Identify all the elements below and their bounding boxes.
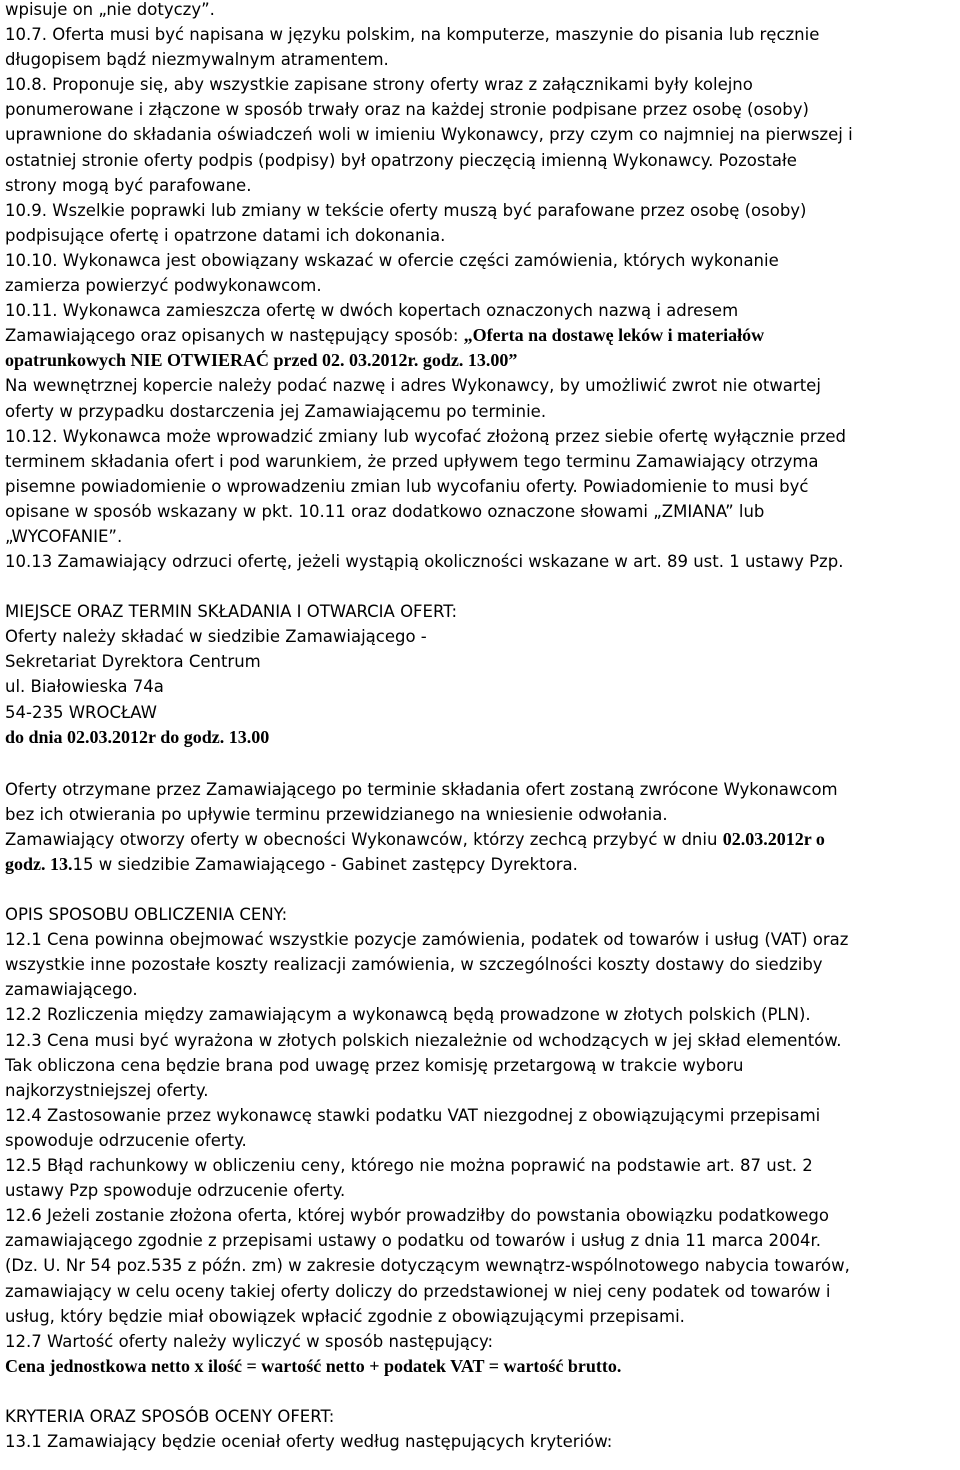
text-line: (Dz. U. Nr 54 poz.535 z późn. zm) w zakresie dotyczącym wewnątrz-wspólnotowego nabycia towarów, xyxy=(5,1256,850,1276)
text-line: uprawnione do składania oświadczeń woli w imieniu Wykonawcy, przy czym co najmniej na pierwszej i xyxy=(5,125,853,145)
text-line: Oferty należy składać w siedzibie Zamawiającego - xyxy=(5,627,427,647)
text-line: zamawiający w celu oceny takiej oferty doliczy do przedstawionej w niej ceny podatek od towarów i xyxy=(5,1281,831,1301)
text-line xyxy=(5,827,957,852)
text-line: strony mogą być parafowane. xyxy=(5,175,252,195)
spacer xyxy=(5,574,957,599)
text-line: spowoduje odrzucenie oferty. xyxy=(5,1130,247,1150)
text-line: podpisujące ofertę i opatrzone datami ich dokonania. xyxy=(5,225,446,245)
text-line: 10.13 Zamawiający odrzuci ofertę, jeżeli wystąpią okoliczności wskazane w art. 89 ust. 1 ustawy Pzp. xyxy=(5,552,844,572)
text-line: zamawiającego zgodnie z przepisami ustawy o podatku od towarów i usług z dnia 11 marca 2004r. xyxy=(5,1231,822,1251)
text-line: Oferty otrzymane przez Zamawiającego po terminie składania ofert zostaną zwrócone Wykonawcom xyxy=(5,779,838,799)
section-heading-price: OPIS SPOSOBU OBLICZENIA CENY: xyxy=(5,905,288,925)
text-line: 10.11. Wykonawca zamieszcza ofertę w dwóch kopertach oznaczonych nazwą i adresem xyxy=(5,301,739,321)
text-line: usług, który będzie miał obowiązek wpłacić zgodnie z obowiązującymi przepisami. xyxy=(5,1306,685,1326)
deadline: do dnia 02.03.2012r do godz. 13.00 xyxy=(5,726,270,747)
text-line: ostatniej stronie oferty podpis (podpisy) był opatrzony pieczęcią imienną Wykonawcy. Pozostałe xyxy=(5,150,797,170)
section-heading-place: MIEJSCE ORAZ TERMIN SKŁADANIA I OTWARCIA OFERT: xyxy=(5,602,458,622)
text-segment: 15 w siedzibie Zamawiającego - Gabinet zastępcy Dyrektora. xyxy=(72,855,578,874)
spacer xyxy=(5,1379,957,1404)
text-segment: Zamawiającego oraz opisanych w następujący sposób: xyxy=(5,326,464,346)
text-line: oferty w przypadku dostarczenia jej Zamawiającemu po terminie. xyxy=(5,401,547,421)
text-line: 12.5 Błąd rachunkowy w obliczeniu ceny, którego nie można poprawić na podstawie art. 87 ust. 2 xyxy=(5,1156,813,1176)
text-line: 12.4 Zastosowanie przez wykonawcę stawki podatku VAT niezgodnej z obowiązującymi przepisami xyxy=(5,1105,821,1125)
text-line: 12.1 Cena powinna obejmować wszystkie pozycje zamówienia, podatek od towarów i usług (VAT) oraz xyxy=(5,930,849,950)
price-formula: Cena jednostkowa netto x ilość = wartość netto + podatek VAT = wartość brutto. xyxy=(5,1355,622,1376)
document-page xyxy=(5,0,957,1454)
text-line: zamawiającego. xyxy=(5,980,138,1000)
text-line: wpisuje on „nie dotyczy”. xyxy=(5,0,215,19)
text-line: terminem składania ofert i pod warunkiem, że przed upływem tego terminu Zamawiający otrzyma xyxy=(5,451,819,471)
text-line: 10.7. Oferta musi być napisana w języku polskim, na komputerze, maszynie do pisania lub ręcznie xyxy=(5,25,820,45)
section-heading-criteria: KRYTERIA ORAZ SPOSÓB OCENY OFERT: xyxy=(5,1406,335,1426)
text-line: 10.9. Wszelkie poprawki lub zmiany w tekście oferty muszą być parafowane przez osobę (osoby) xyxy=(5,200,807,220)
text-line: 12.7 Wartość oferty należy wyliczyć w sposób następujący: xyxy=(5,1331,494,1351)
spacer xyxy=(5,877,957,902)
text-line: długopisem bądź niezmywalnym atramentem. xyxy=(5,50,389,70)
text-line: Sekretariat Dyrektora Centrum xyxy=(5,652,261,672)
text-line: pisemne powiadomienie o wprowadzeniu zmian lub wycofaniu oferty. Powiadomienie to musi być xyxy=(5,476,809,496)
text-line: 10.8. Proponuje się, aby wszystkie zapisane strony oferty wraz z załącznikami były kolejno xyxy=(5,75,753,95)
text-line: zamierza powierzyć podwykonawcom. xyxy=(5,276,322,296)
spacer xyxy=(5,750,957,777)
opening-time: godz. 13. xyxy=(5,854,73,874)
text-line: wszystkie inne pozostałe koszty realizacji zamówienia, w szczególności koszty dostawy do siedziby xyxy=(5,955,823,975)
text-line: 12.3 Cena musi być wyrażona w złotych polskich niezależnie od wchodzących w jej skład elementów. xyxy=(5,1030,842,1050)
text-line xyxy=(5,852,957,877)
opening-date: 02.03.2012r o xyxy=(722,828,825,849)
envelope-label-continued: opatrunkowych NIE OTWIERAĆ przed 02. 03.2012r. godz. 13.00” xyxy=(5,350,518,371)
text-line: „WYCOFANIE”. xyxy=(5,526,123,546)
text-line: 10.12. Wykonawca może wprowadzić zmiany lub wycofać złożoną przez siebie ofertę wyłącznie przed xyxy=(5,426,846,446)
envelope-label: „Oferta na dostawę leków i materiałów xyxy=(463,325,765,346)
text-line: 12.6 Jeżeli zostanie złożona oferta, której wybór prowadziłby do powstania obowiązku podatkowego xyxy=(5,1206,830,1226)
text-line: opisane w sposób wskazany w pkt. 10.11 oraz dodatkowo oznaczone słowami „ZMIANA” lub xyxy=(5,501,765,521)
text-line: ustawy Pzp spowoduje odrzucenie oferty. xyxy=(5,1181,346,1201)
text-line xyxy=(5,323,957,348)
text-line: najkorzystniejszej oferty. xyxy=(5,1080,209,1100)
text-line: 10.10. Wykonawca jest obowiązany wskazać w ofercie części zamówienia, których wykonanie xyxy=(5,250,779,270)
text-line: ul. Białowieska 74a xyxy=(5,677,164,697)
text-line: Tak obliczona cena będzie brana pod uwagę przez komisję przetargową w trakcie wyboru xyxy=(5,1055,744,1075)
text-line: bez ich otwierania po upływie terminu przewidzianego na wniesienie odwołania. xyxy=(5,804,668,824)
text-line: 54-235 WROCŁAW xyxy=(5,702,157,722)
text-line: 13.1 Zamawiający będzie oceniał oferty według następujących kryteriów: xyxy=(5,1431,613,1451)
text-line: ponumerowane i złączone w sposób trwały oraz na każdej stronie podpisane przez osobę (osoby) xyxy=(5,100,809,120)
text-line: Na wewnętrznej kopercie należy podać nazwę i adres Wykonawcy, by umożliwić zwrot nie otwartej xyxy=(5,376,821,396)
text-segment: Zamawiający otworzy oferty w obecności Wykonawców, którzy zechcą przybyć w dniu xyxy=(5,829,723,849)
text-line: 12.2 Rozliczenia między zamawiającym a wykonawcą będą prowadzone w złotych polskich (PLN). xyxy=(5,1005,811,1025)
